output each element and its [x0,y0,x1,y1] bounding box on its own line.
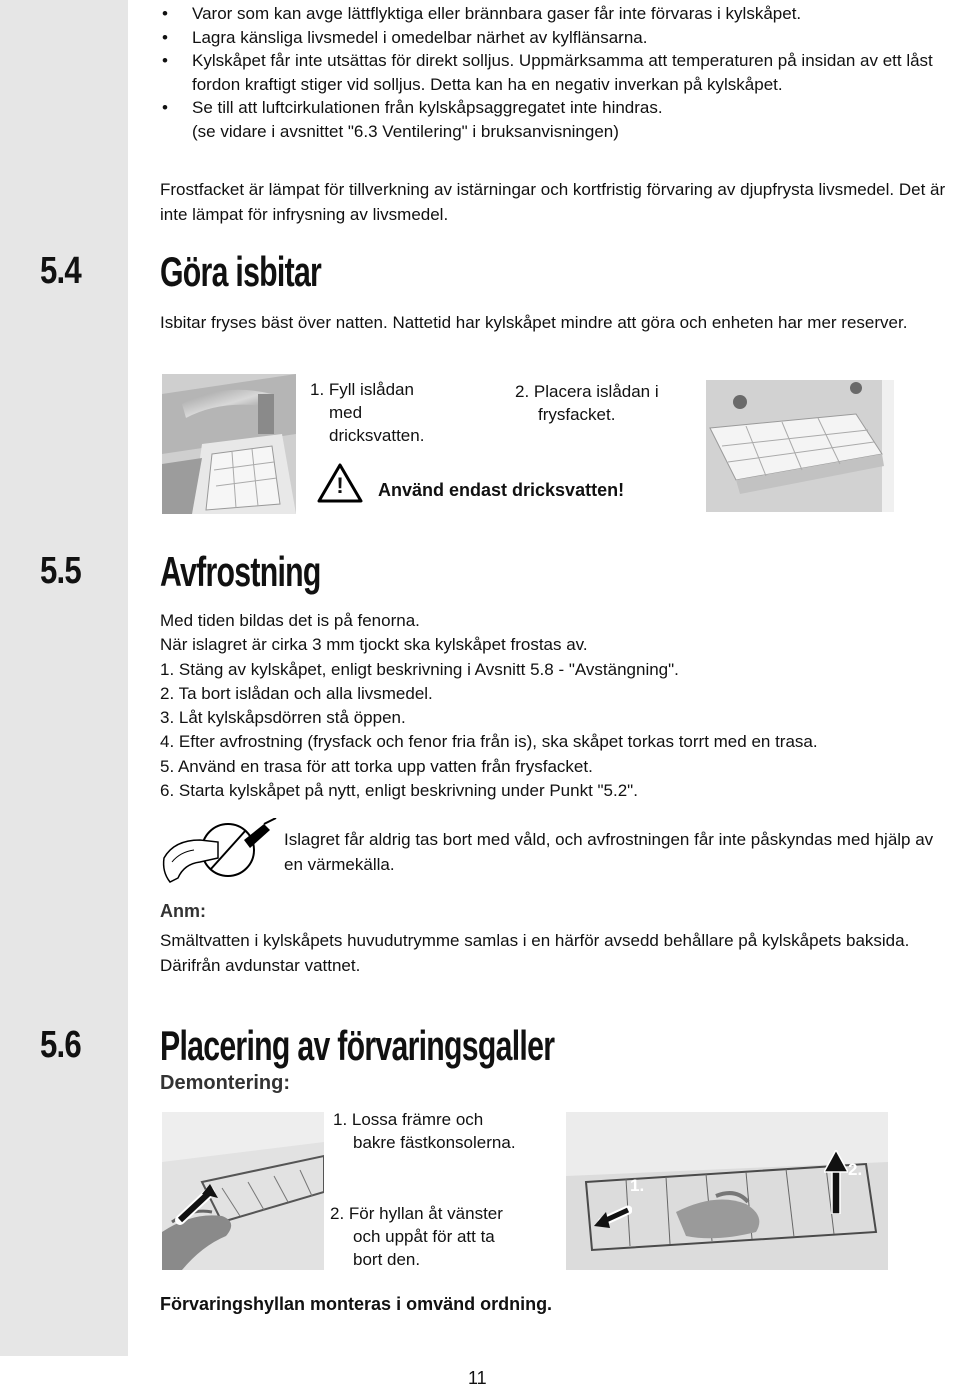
section-number: 5.4 [40,250,81,292]
section-title: Placering av förvaringsgaller [160,1022,555,1069]
reassembly-note: Förvaringshyllan monteras i omvänd ordning. [160,1294,553,1314]
list-item: 5. Använd en trasa för att torka upp vatten från frysfacket. [160,756,593,776]
section-title: Avfrostning [160,548,321,595]
step-caption: 2. Placera islådan i frysfacket. [515,382,659,424]
list-item: • Se till att luftcirkulationen från kylskåpsaggregatet inte hindras. (se vidare i avsnittet "6.3 Ventilering" i bruksanvisningen) [160,96,960,143]
step-caption: 1. Fyll islådan med dricksvatten. [310,380,425,445]
section-number: 5.5 [40,550,81,592]
section-number: 5.6 [40,1024,81,1066]
section-title: Göra isbitar [160,248,322,295]
list-item: 6. Starta kylskåpet på nytt, enligt beskrivning under Punkt "5.2". [160,781,638,801]
list-item: När islagret är cirka 3 mm tjockt ska kylskåpet frostas av. [160,635,588,655]
arrow-left-icon [592,1196,632,1236]
warning-text: Använd endast dricksvatten! [378,480,625,500]
list-item: 2. Ta bort islådan och alla livsmedel. [160,683,433,703]
list-item-continuation: (se vidare i avsnittet "6.3 Ventilering" i bruksanvisningen) [192,121,619,141]
arrow-label: 2. [848,1160,863,1179]
arrow-up-icon [824,1150,848,1214]
defrost-steps [160,609,818,803]
freezer-note: Frostfacket är lämpat för tillverkning av istärningar och kortfristig förvaring av djupfrysta livsmedel. Det är inte lämpat för infrysning av livsmedel. [160,180,946,224]
list-item: • Lagra känsliga livsmedel i omedelbar närhet av kylflänsarna. [160,26,960,50]
warning-icon [316,462,364,504]
list-item: 3. Låt kylskåpsdörren stå öppen. [160,708,406,728]
page-number: 11 [468,1368,487,1388]
shelf-bracket-photo [162,1112,324,1270]
list-item: • Varor som kan avge lättflyktiga eller brännbara gaser får inte förvaras i kylskåpet. [160,2,960,26]
step-caption: 2. För hyllan åt vänster och uppåt för att ta bort den. [330,1204,503,1269]
ice-tray-photo [706,380,894,512]
note-label: Anm: [160,901,206,921]
caution-text: Islagret får aldrig tas bort med våld, och avfrostningen får inte påskyndas med hjälp av en värmekälla. [284,830,934,874]
faucet-photo [162,374,296,514]
list-item: 4. Efter avfrostning (frysfack och fenor fria från is), ska skåpet torkas torrt med en trasa. [160,732,818,752]
section-subtitle: Demontering: [160,1072,290,1094]
step-caption: 1. Lossa främre och bakre fästkonsolerna. [333,1110,516,1152]
arrow-label: 1. [630,1176,645,1195]
section-intro: Isbitar fryses bäst över natten. Nattetid har kylskåpet mindre att göra och enheten har mer reserver. [160,313,908,332]
warning-icon-glyph: ! [336,473,344,498]
list-item: • Kylskåpet får inte utsättas för direkt solljus. Uppmärksamma att temperaturen på insidan av ett låst fordon kraftigt stiger vid solljus. Detta kan ha en negativ inverkan på kylskåpet. [160,49,960,96]
list-item: Med tiden bildas det is på fenorna. [160,611,420,630]
heat-tool-prohibited-icon [160,818,280,890]
list-item: 1. Stäng av kylskåpet, enligt beskrivning i Avsnitt 5.8 - "Avstängning". [160,659,679,679]
left-margin-band [0,0,128,1356]
storage-warnings-list [160,2,960,143]
note-text: Smältvatten i kylskåpets huvudutrymme samlas i en härför avsedd behållare på kylskåpets baksida. Därifrån avdunstar vattnet. [160,931,910,975]
